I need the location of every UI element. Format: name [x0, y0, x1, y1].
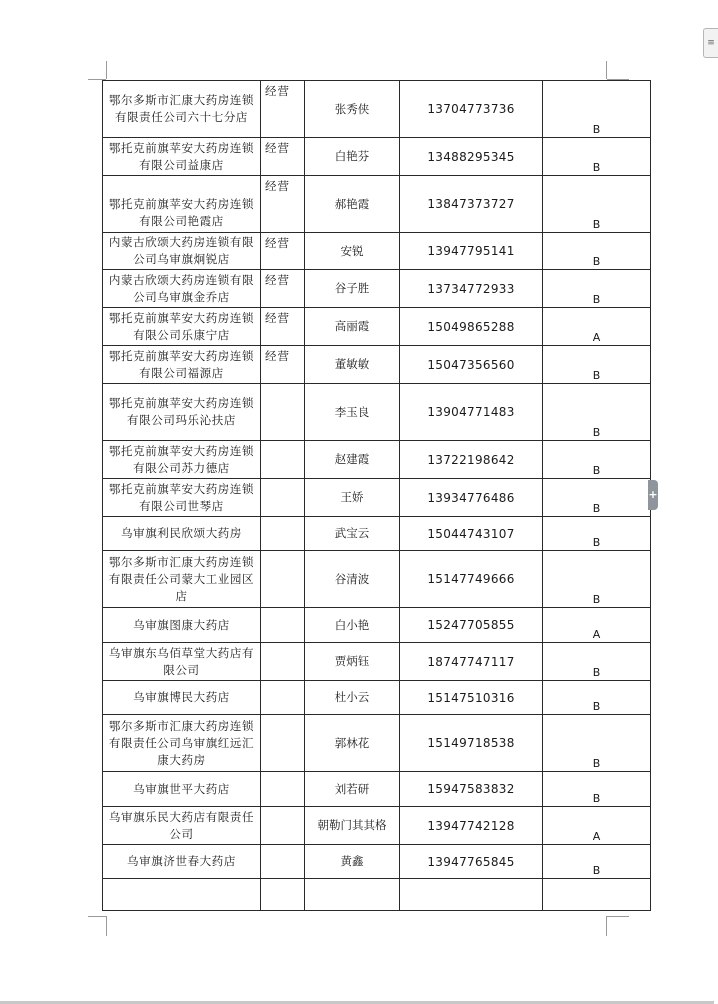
pharmacy-name-cell: 内蒙古欣颂大药房连锁有限公司乌审旗炯锐店	[103, 233, 261, 270]
table-row	[103, 308, 651, 346]
phone-cell: 13947765845	[400, 845, 543, 879]
business-type-cell	[261, 715, 305, 772]
table-row	[103, 715, 651, 772]
business-type-cell	[261, 772, 305, 807]
person-cell: 谷清波	[305, 551, 400, 608]
person-cell: 赵建霞	[305, 441, 400, 479]
pharmacy-name-cell: 鄂托克前旗苹安大药房连锁有限公司福源店	[103, 346, 261, 384]
phone-cell: 13722198642	[400, 441, 543, 479]
grade-cell: B	[543, 138, 651, 176]
pharmacy-name-cell: 内蒙古欣颂大药房连锁有限公司乌审旗金乔店	[103, 270, 261, 308]
business-type-cell	[261, 845, 305, 879]
add-icon[interactable]: +	[648, 480, 658, 510]
person-cell: 刘若研	[305, 772, 400, 807]
pharmacy-name-cell: 鄂尔多斯市汇康大药房连锁有限责任公司六十七分店	[103, 81, 261, 138]
phone-cell: 13947742128	[400, 807, 543, 845]
business-type-cell	[261, 551, 305, 608]
phone-cell: 15147510316	[400, 681, 543, 715]
table-row	[103, 176, 651, 233]
grade-cell: B	[543, 643, 651, 681]
phone-cell: 13947795141	[400, 233, 543, 270]
phone-cell: 18747747117	[400, 643, 543, 681]
phone-cell: 15147749666	[400, 551, 543, 608]
business-type-cell	[261, 643, 305, 681]
table-row	[103, 608, 651, 643]
person-cell: 高丽霞	[305, 308, 400, 346]
person-cell: 武宝云	[305, 517, 400, 551]
crop-mark-bottom-left	[106, 916, 107, 936]
pharmacy-name-cell: 鄂托克前旗苹安大药房连锁有限公司苏力德店	[103, 441, 261, 479]
pharmacy-name-cell: 鄂托克前旗苹安大药房连锁有限公司玛乐沁扶店	[103, 384, 261, 441]
grade-cell: B	[543, 517, 651, 551]
pharmacy-name-cell: 鄂托克前旗苹安大药房连锁有限公司艳霞店	[103, 176, 261, 233]
pharmacy-name-cell: 乌审旗博民大药店	[103, 681, 261, 715]
grade-cell: B	[543, 551, 651, 608]
crop-mark-bottom-left	[88, 916, 106, 917]
person-cell: 谷子胜	[305, 270, 400, 308]
grade-cell: B	[543, 772, 651, 807]
grade-cell: B	[543, 715, 651, 772]
pharmacy-name-cell: 乌审旗图康大药店	[103, 608, 261, 643]
business-type-cell	[261, 441, 305, 479]
person-cell: 张秀侠	[305, 81, 400, 138]
business-type-cell: 经营	[261, 138, 305, 176]
phone-cell: 13904771483	[400, 384, 543, 441]
person-cell: 朝勒门其其格	[305, 807, 400, 845]
grade-cell: B	[543, 176, 651, 233]
phone-cell: 15947583832	[400, 772, 543, 807]
business-type-cell: 经营	[261, 270, 305, 308]
pharmacy-name-cell: 鄂托克前旗苹安大药房连锁有限公司乐康宁店	[103, 308, 261, 346]
person-cell: 郭林花	[305, 715, 400, 772]
table-row	[103, 517, 651, 551]
table-row	[103, 138, 651, 176]
ruler-toggle-icon[interactable]: ≡	[703, 28, 718, 58]
grade-cell	[543, 879, 651, 911]
table-row	[103, 681, 651, 715]
phone-cell: 13847373727	[400, 176, 543, 233]
phone-cell: 13488295345	[400, 138, 543, 176]
person-cell: 贾炳钰	[305, 643, 400, 681]
phone-cell: 15047356560	[400, 346, 543, 384]
grade-cell: A	[543, 807, 651, 845]
grade-cell: B	[543, 81, 651, 138]
pharmacy-name-cell: 鄂托克前旗苹安大药房连锁有限公司世琴店	[103, 479, 261, 517]
business-type-cell: 经营	[261, 233, 305, 270]
business-type-cell: 经营	[261, 346, 305, 384]
person-cell: 黄鑫	[305, 845, 400, 879]
grade-cell: B	[543, 441, 651, 479]
table-row	[103, 845, 651, 879]
pharmacy-name-cell: 乌审旗东乌佰草堂大药店有限公司	[103, 643, 261, 681]
grade-cell: B	[543, 270, 651, 308]
pharmacy-name-cell: 鄂尔多斯市汇康大药房连锁有限责任公司蒙大工业园区店	[103, 551, 261, 608]
table-row	[103, 643, 651, 681]
person-cell: 安锐	[305, 233, 400, 270]
grade-cell: B	[543, 384, 651, 441]
table-row	[103, 807, 651, 845]
crop-mark-bottom-right	[606, 916, 607, 936]
person-cell: 董敏敏	[305, 346, 400, 384]
grade-cell: B	[543, 346, 651, 384]
table-row	[103, 441, 651, 479]
pharmacy-name-cell: 乌审旗利民欣颂大药房	[103, 517, 261, 551]
grade-cell: B	[543, 681, 651, 715]
table-row	[103, 384, 651, 441]
phone-cell: 15049865288	[400, 308, 543, 346]
person-cell	[305, 879, 400, 911]
business-type-cell	[261, 479, 305, 517]
grade-cell: B	[543, 845, 651, 879]
phone-cell: 15044743107	[400, 517, 543, 551]
phone-cell: 13734772933	[400, 270, 543, 308]
table-row	[103, 81, 651, 138]
phone-cell: 15149718538	[400, 715, 543, 772]
pharmacy-name-cell	[103, 879, 261, 911]
person-cell: 杜小云	[305, 681, 400, 715]
phone-cell: 13704773736	[400, 81, 543, 138]
crop-mark-top-right	[606, 61, 607, 79]
table-row	[103, 346, 651, 384]
pharmacy-name-cell: 乌审旗世平大药店	[103, 772, 261, 807]
business-type-cell	[261, 681, 305, 715]
pharmacy-name-cell: 鄂托克前旗苹安大药房连锁有限公司益康店	[103, 138, 261, 176]
table-row	[103, 772, 651, 807]
phone-cell	[400, 879, 543, 911]
business-type-cell: 经营	[261, 176, 305, 233]
grade-cell: B	[543, 233, 651, 270]
phone-cell: 13934776486	[400, 479, 543, 517]
table-row	[103, 551, 651, 608]
table-row	[103, 479, 651, 517]
business-type-cell	[261, 384, 305, 441]
pharmacy-name-cell: 乌审旗济世春大药店	[103, 845, 261, 879]
pharmacy-name-cell: 鄂尔多斯市汇康大药房连锁有限责任公司乌审旗红远汇康大药房	[103, 715, 261, 772]
person-cell: 王娇	[305, 479, 400, 517]
pharmacy-table	[102, 80, 651, 911]
table-row	[103, 233, 651, 270]
person-cell: 白艳芬	[305, 138, 400, 176]
crop-mark-bottom-right	[607, 916, 629, 917]
table-row	[103, 270, 651, 308]
grade-cell: A	[543, 608, 651, 643]
business-type-cell: 经营	[261, 81, 305, 138]
business-type-cell	[261, 879, 305, 911]
person-cell: 李玉良	[305, 384, 400, 441]
table-row	[103, 879, 651, 911]
person-cell: 郝艳霞	[305, 176, 400, 233]
crop-mark-top-left	[106, 61, 107, 79]
business-type-cell	[261, 807, 305, 845]
phone-cell: 15247705855	[400, 608, 543, 643]
business-type-cell: 经营	[261, 308, 305, 346]
grade-cell: B	[543, 479, 651, 517]
person-cell: 白小艳	[305, 608, 400, 643]
business-type-cell	[261, 608, 305, 643]
business-type-cell	[261, 517, 305, 551]
grade-cell: A	[543, 308, 651, 346]
pharmacy-name-cell: 乌审旗乐民大药店有限责任公司	[103, 807, 261, 845]
